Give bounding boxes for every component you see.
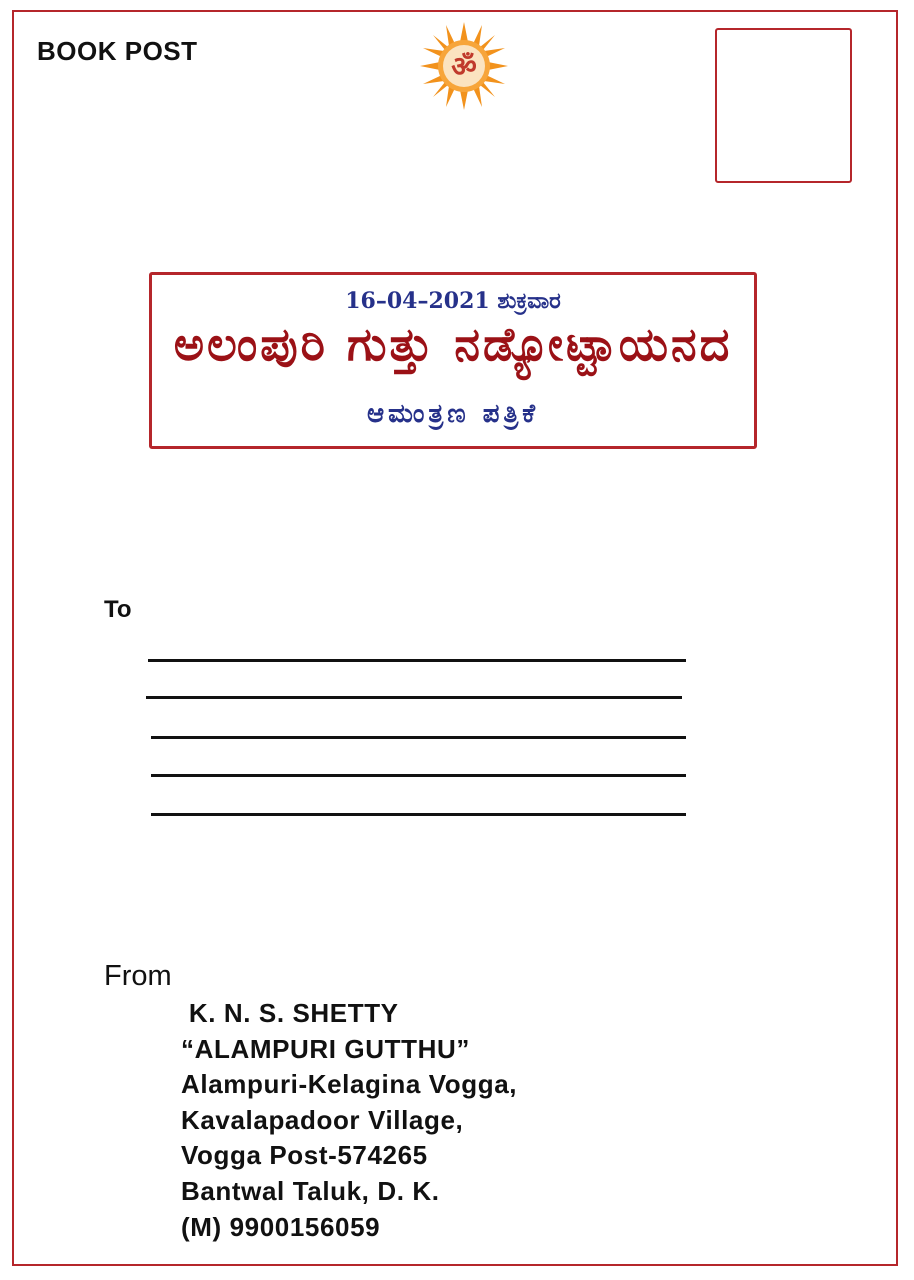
to-label: To bbox=[104, 596, 132, 623]
invitation-title: ಅಲಂಪುರಿ ಗುತ್ತು ನಡ್ಯೋಟ್ಟಾಯನದ bbox=[173, 317, 733, 371]
sender-taluk: Bantwal Taluk, D. K. bbox=[181, 1175, 440, 1206]
sender-address-line: Alampuri-Kelagina Vogga, bbox=[181, 1069, 518, 1100]
sender-phone: (M) 9900156059 bbox=[181, 1211, 381, 1242]
address-line[interactable] bbox=[151, 813, 686, 816]
invitation-title-box bbox=[149, 272, 757, 449]
invitation-subtitle: ಆಮಂತ್ರಣ ಪತ್ರಿಕೆ bbox=[366, 399, 540, 429]
om-sun-icon bbox=[418, 20, 510, 112]
sender-address bbox=[181, 996, 517, 1245]
book-post-label: BOOK POST bbox=[37, 36, 198, 66]
sender-village: Kavalapadoor Village, bbox=[181, 1104, 464, 1135]
address-line[interactable] bbox=[148, 659, 686, 662]
address-line[interactable] bbox=[146, 696, 682, 699]
sender-name: K. N. S. SHETTY bbox=[181, 998, 399, 1028]
sender-house: “ALAMPURI GUTTHU” bbox=[181, 1033, 470, 1064]
stamp-box bbox=[715, 28, 852, 183]
om-symbol: ॐ bbox=[451, 50, 477, 83]
sender-post: Vogga Post-574265 bbox=[181, 1140, 428, 1171]
address-line[interactable] bbox=[151, 736, 686, 739]
from-label: From bbox=[104, 960, 172, 992]
address-line[interactable] bbox=[151, 774, 686, 777]
event-date: 16–04–2021 ಶುಕ್ರವಾರ bbox=[345, 288, 561, 314]
